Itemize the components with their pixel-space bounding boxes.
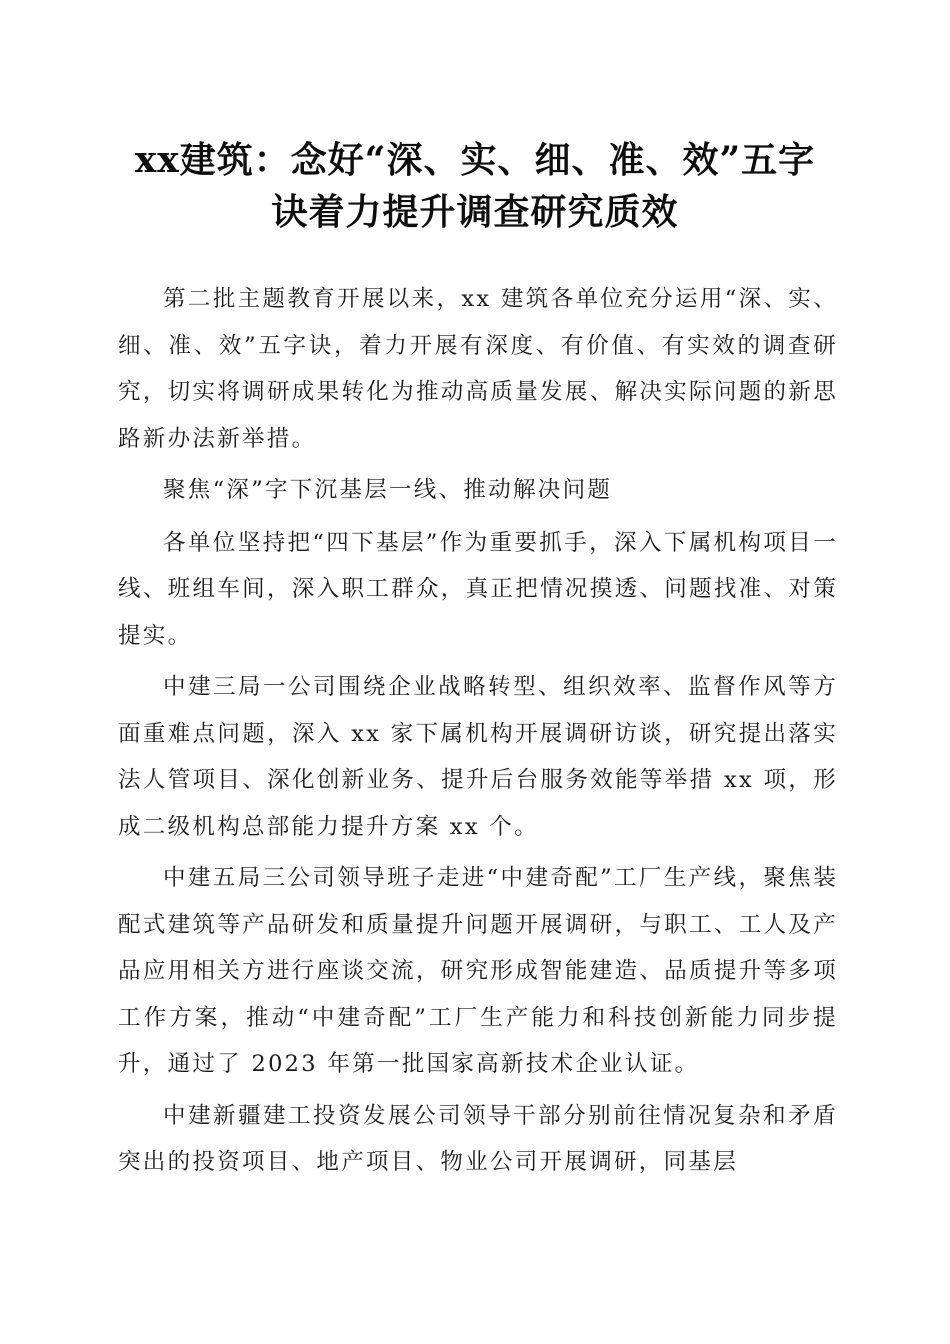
paragraph: 中建新疆建工投资发展公司领导干部分别前往情况复杂和矛盾突出的投资项目、地产项目、物业公司开展调研，同基层 bbox=[118, 1102, 838, 1175]
section-heading: 聚焦“深”字下沉基层一线、推动解决问题 bbox=[163, 477, 613, 503]
paragraph: 中建三局一公司围绕企业战略转型、组织效率、监督作风等方面重难点问题，深入 xx 家下属机构开展调研访谈，研究提出落实法人管项目、深化创新业务、提升后台服务效能等举措 xx 项，形成二级机构总部能力提升方案 xx 个。 bbox=[118, 674, 838, 840]
document-title bbox=[60, 134, 890, 238]
title-line-1: xx建筑：念好“深、实、细、准、效”五字 bbox=[134, 139, 816, 181]
paragraph: 各单位坚持把“四下基层”作为重要抓手，深入下属机构项目一线、班组车间，深入职工群众，真正把情况摸透、问题找准、对策提实。 bbox=[118, 529, 838, 649]
paragraph: 中建五局三公司领导班子走进“中建奇配”工厂生产线，聚焦装配式建筑等产品研发和质量提升问题开展调研，与职工、工人及产品应用相关方进行座谈交流，研究形成智能建造、品质提升等多项工作方案，推动“中建奇配”工厂生产能力和科技创新能力同步提升，通过了 2023 年第一批国家高新技术企业认证。 bbox=[118, 865, 838, 1077]
title-line-2: 诀着力提升调查研究质效 bbox=[271, 191, 679, 233]
paragraph-intro: 第二批主题教育开展以来，xx 建筑各单位充分运用“深、实、细、准、效”五字诀，着力开展有深度、有价值、有实效的调查研究，切实将调研成果转化为推动高质量发展、解决实际问题的新思路新办法新举措。 bbox=[118, 286, 838, 452]
document-body bbox=[118, 276, 838, 1191]
